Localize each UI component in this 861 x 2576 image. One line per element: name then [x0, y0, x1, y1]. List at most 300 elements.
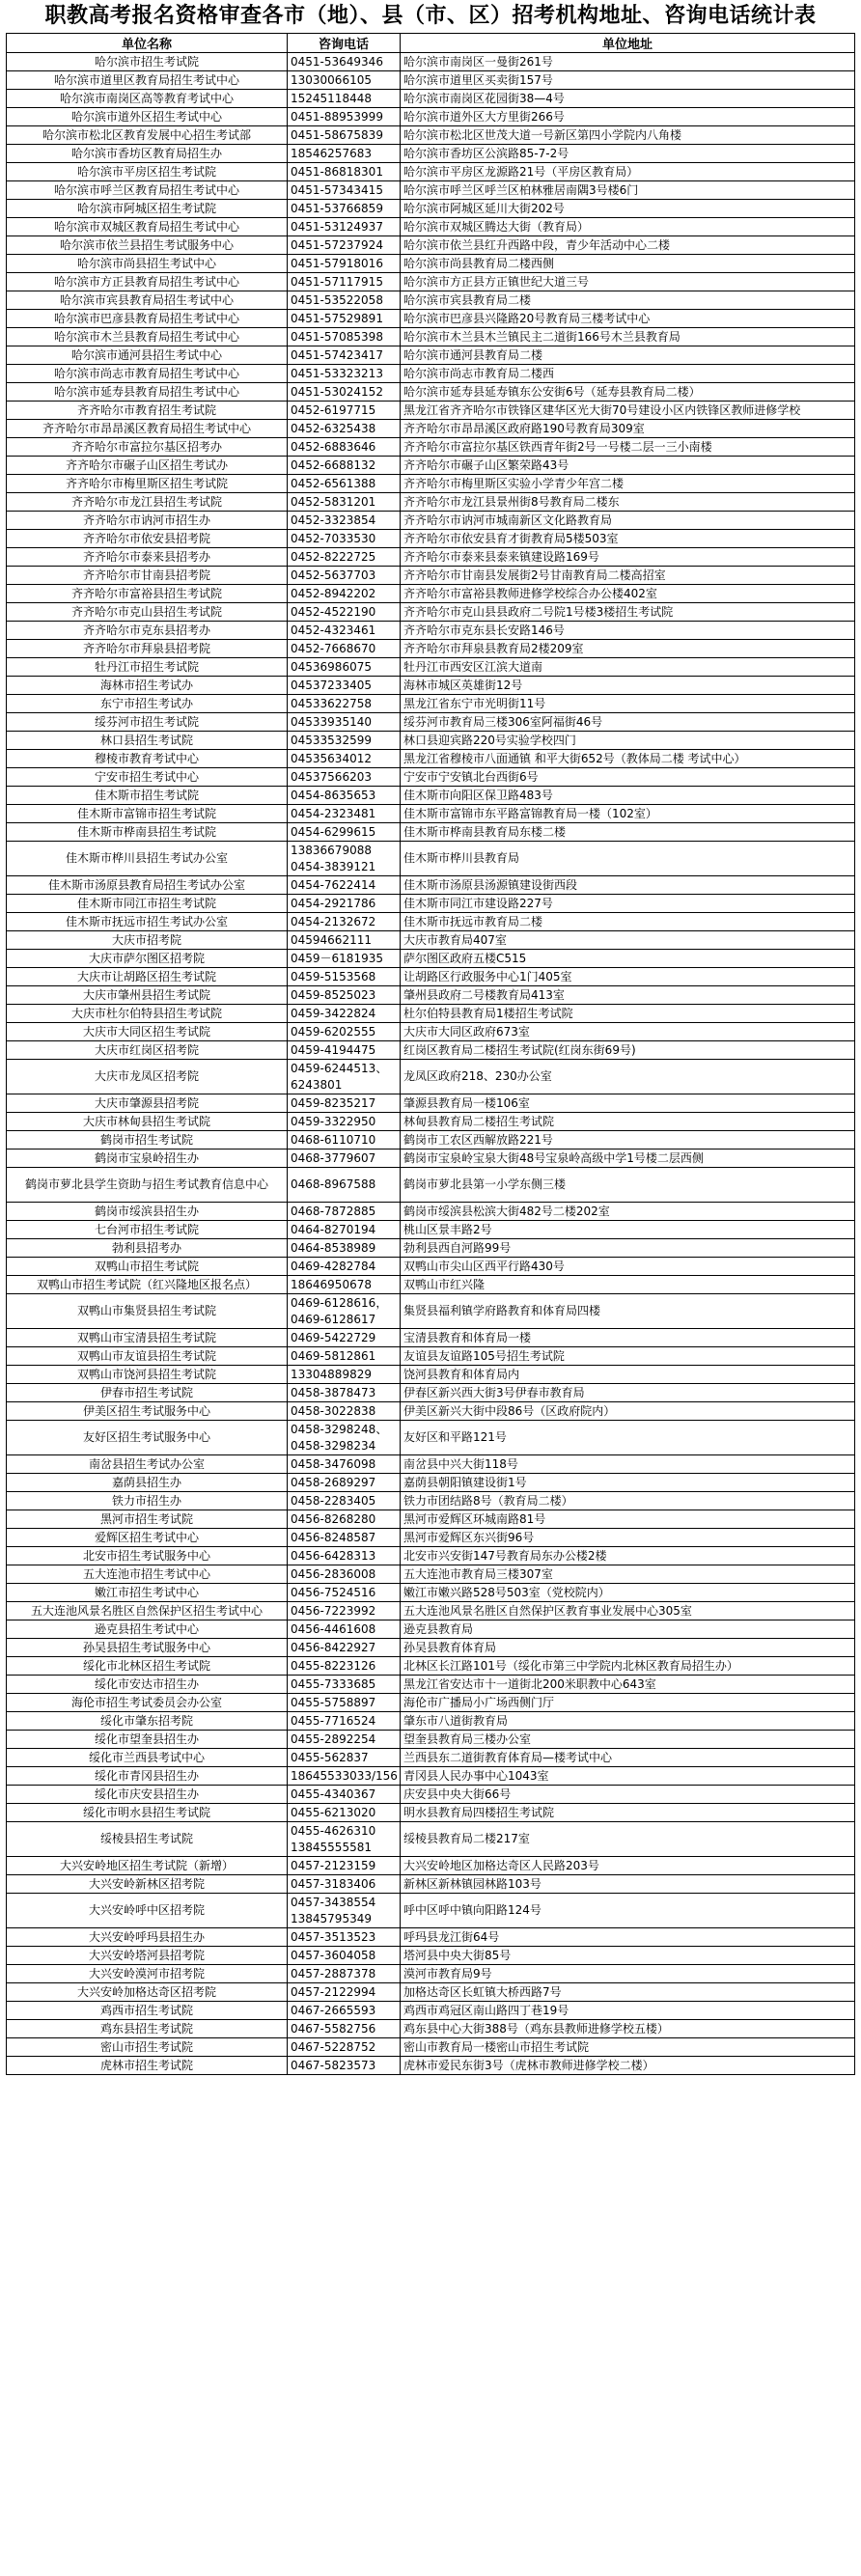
phone-cell [288, 1329, 401, 1347]
phone-cell [288, 1294, 401, 1329]
phone-number: 0457-3513523 [291, 1929, 376, 1944]
phone-number: 0459-5153568 [291, 969, 376, 983]
phone-number: 0467-2665593 [291, 2003, 376, 2017]
unit-name-cell: 大庆市红岗区招考院 [7, 1041, 288, 1060]
table-row [7, 695, 855, 713]
phone-number: 0469-5812861 [291, 1348, 376, 1363]
phone-number: 18646950678 [291, 1277, 372, 1291]
address-cell: 齐齐哈尔市碾子山区繁荣路43号 [401, 457, 855, 475]
phone-cell [288, 1529, 401, 1547]
address-cell: 哈尔滨市道里区买卖街157号 [401, 71, 855, 90]
unit-name-cell: 大兴安岭漠河市招考院 [7, 1965, 288, 1983]
unit-name-cell: 伊春市招生考试院 [7, 1384, 288, 1402]
unit-name-cell: 齐齐哈尔市拜泉县招考院 [7, 640, 288, 658]
phone-cell [288, 126, 401, 145]
phone-number: 0459-6202555 [291, 1024, 376, 1039]
phone-cell [288, 2038, 401, 2057]
phone-number: 0456-8422927 [291, 1640, 376, 1654]
unit-name-cell: 哈尔滨市巴彦县教育局招生考试中心 [7, 310, 288, 328]
table-row [7, 1731, 855, 1749]
table-row [7, 640, 855, 658]
phone-number: 0468-7872885 [291, 1204, 376, 1218]
phone-cell [288, 200, 401, 218]
phone-cell [288, 365, 401, 383]
unit-name-cell: 哈尔滨市双城区教育局招生考试中心 [7, 218, 288, 236]
phone-number-secondary: 0469-6128617 [291, 1312, 376, 1326]
unit-name-cell: 大兴安岭新林区招考院 [7, 1875, 288, 1894]
phone-cell [288, 1565, 401, 1584]
phone-number: 0452-6197715 [291, 402, 376, 417]
phone-number: 0454-6299615 [291, 824, 376, 839]
phone-number-secondary: 0458-3298234 [291, 1438, 376, 1453]
phone-cell [288, 53, 401, 71]
phone-number: 0451-57529891 [291, 311, 383, 325]
phone-cell [288, 438, 401, 457]
phone-number: 0451-57237924 [291, 237, 383, 252]
phone-number: 0455-2892254 [291, 1731, 376, 1746]
table-row [7, 1894, 855, 1928]
phone-number: 0454-7622414 [291, 877, 376, 892]
table-row [7, 218, 855, 236]
phone-cell [288, 1857, 401, 1875]
table-row [7, 713, 855, 732]
address-cell: 加格达奇区长虹镇大桥西路7号 [401, 1983, 855, 2002]
address-cell: 友好区和平路121号 [401, 1421, 855, 1455]
phone-number: 0452-6688132 [291, 457, 376, 472]
phone-number: 0451-57918016 [291, 256, 383, 270]
phone-number: 0458-2283405 [291, 1493, 376, 1508]
phone-cell [288, 1276, 401, 1294]
table-row [7, 163, 855, 181]
phone-number: 0468-3779607 [291, 1150, 376, 1165]
unit-name-cell: 哈尔滨市招生考试院 [7, 53, 288, 71]
unit-name-cell: 哈尔滨市南岗区高等教育考试中心 [7, 90, 288, 108]
phone-cell [288, 640, 401, 658]
phone-cell [288, 805, 401, 823]
phone-cell [288, 236, 401, 255]
unit-name-cell: 大庆市肇州县招生考试院 [7, 986, 288, 1005]
address-cell: 齐齐哈尔市富裕县教师进修学校综合办公楼402室 [401, 585, 855, 603]
address-cell: 佳木斯市桦川县教育局 [401, 842, 855, 876]
unit-name-cell: 密山市招生考试院 [7, 2038, 288, 2057]
address-cell: 哈尔滨市道外区大方里街266号 [401, 108, 855, 126]
address-cell: 齐齐哈尔市克东县长安路146号 [401, 622, 855, 640]
phone-number: 0455-4626310 [291, 1823, 376, 1838]
unit-name-cell: 哈尔滨市道里区教育局招生考试中心 [7, 71, 288, 90]
unit-name-cell: 鸡西市招生考试院 [7, 2002, 288, 2020]
phone-number: 0464-8270194 [291, 1222, 376, 1236]
table-row [7, 1510, 855, 1529]
phone-number: 0452-6325438 [291, 421, 376, 435]
address-cell: 绥棱县教育局二楼217室 [401, 1822, 855, 1857]
phone-cell [288, 658, 401, 677]
table-row [7, 658, 855, 677]
unit-name-cell: 双鸭山市友谊县招生考试院 [7, 1347, 288, 1366]
page-title: 职教高考报名资格审查各市（地）、县（市、区）招考机构地址、咨询电话统计表 [44, 4, 817, 28]
phone-number: 0458-2689297 [291, 1475, 376, 1489]
phone-number: 0456-8268280 [291, 1511, 376, 1526]
address-cell: 齐齐哈尔市龙江县景州街8号教育局二楼东 [401, 493, 855, 512]
unit-name-cell: 大庆市肇源县招考院 [7, 1094, 288, 1113]
unit-name-cell: 齐齐哈尔市教育招生考试院 [7, 402, 288, 420]
table-row [7, 1276, 855, 1294]
phone-number: 0456-7524516 [291, 1585, 376, 1599]
unit-name-cell: 绥化市明水县招生考试院 [7, 1804, 288, 1822]
address-cell: 杜尔伯特县教育局1楼招生考试院 [401, 1005, 855, 1023]
phone-cell [288, 383, 401, 402]
address-cell: 漠河市教育局9号 [401, 1965, 855, 1983]
table-row [7, 365, 855, 383]
phone-number: 0452-5831201 [291, 494, 376, 509]
phone-number: 0452-8222725 [291, 549, 376, 564]
phone-number: 0454-8635653 [291, 788, 376, 802]
phone-cell [288, 1150, 401, 1168]
phone-number: 0457-2887378 [291, 1966, 376, 1980]
table-row [7, 402, 855, 420]
table-row [7, 1384, 855, 1402]
phone-number-secondary: 0454-3839121 [291, 859, 376, 873]
phone-number-secondary: 13845555581 [291, 1840, 372, 1854]
phone-number: 04536986075 [291, 659, 372, 674]
address-cell: 齐齐哈尔市甘南县发展街2号甘南教育局二楼高招室 [401, 567, 855, 585]
phone-cell [288, 181, 401, 200]
address-cell: 桃山区景丰路2号 [401, 1221, 855, 1239]
table-row [7, 913, 855, 931]
phone-cell [288, 750, 401, 768]
phone-cell [288, 1131, 401, 1150]
address-cell: 勃利县西自河路99号 [401, 1239, 855, 1258]
address-cell: 牡丹江市西安区江滨大道南 [401, 658, 855, 677]
unit-name-cell: 绥棱县招生考试院 [7, 1822, 288, 1857]
phone-number: 0457-2123159 [291, 1858, 376, 1872]
phone-number: 0467-5582756 [291, 2021, 376, 2036]
unit-name-cell: 鹤岗市萝北县学生资助与招生考试教育信息中心 [7, 1168, 288, 1203]
table-row [7, 1639, 855, 1657]
unit-name-cell: 牡丹江市招生考试院 [7, 658, 288, 677]
header-address: 单位地址 [401, 34, 855, 53]
phone-cell [288, 1221, 401, 1239]
address-cell: 双鸭山市尖山区西平行路430号 [401, 1258, 855, 1276]
address-cell: 哈尔滨市松北区世茂大道一号新区第四小学院内八角楼 [401, 126, 855, 145]
phone-cell [288, 913, 401, 931]
unit-name-cell: 齐齐哈尔市龙江县招生考试院 [7, 493, 288, 512]
phone-cell [288, 968, 401, 986]
table-row [7, 273, 855, 291]
phone-number: 0455-562837 [291, 1750, 369, 1764]
unit-name-cell: 哈尔滨市木兰县教育局招生考试中心 [7, 328, 288, 346]
unit-name-cell: 佳木斯市汤原县教育局招生考试办公室 [7, 876, 288, 895]
phone-number: 0452-6883646 [291, 439, 376, 454]
unit-name-cell: 大兴安岭塔河县招考院 [7, 1947, 288, 1965]
phone-cell [288, 2020, 401, 2038]
address-cell: 铁力市团结路8号（教育局二楼） [401, 1492, 855, 1510]
phone-cell [288, 1694, 401, 1712]
table-row [7, 420, 855, 438]
unit-name-cell: 绥化市兰西县考试中心 [7, 1749, 288, 1767]
address-cell: 大兴安岭地区加格达奇区人民路203号 [401, 1857, 855, 1875]
phone-cell [288, 1639, 401, 1657]
table-row [7, 200, 855, 218]
address-cell: 大庆市大同区政府673室 [401, 1023, 855, 1041]
phone-cell [288, 823, 401, 842]
table-row [7, 842, 855, 876]
table-row [7, 805, 855, 823]
unit-name-cell: 五大连池风景名胜区自然保护区招生考试中心 [7, 1602, 288, 1620]
unit-name-cell: 北安市招生考试服务中心 [7, 1547, 288, 1565]
unit-name-cell: 嫩江市招生考试中心 [7, 1584, 288, 1602]
phone-cell [288, 1749, 401, 1767]
phone-cell [288, 895, 401, 913]
address-cell: 哈尔滨市尚县教育局二楼西侧 [401, 255, 855, 273]
table-row [7, 1983, 855, 2002]
unit-name-cell: 哈尔滨市延寿县教育局招生考试中心 [7, 383, 288, 402]
phone-cell [288, 1492, 401, 1510]
unit-name-cell: 大庆市龙凤区招考院 [7, 1060, 288, 1094]
table-row [7, 475, 855, 493]
table-row [7, 950, 855, 968]
phone-number: 04533532599 [291, 733, 372, 747]
table-row [7, 603, 855, 622]
address-cell: 密山市教育局一楼密山市招生考试院 [401, 2038, 855, 2057]
phone-number: 0459-6244513、 [291, 1061, 388, 1075]
phone-number: 0467-5228752 [291, 2039, 376, 2054]
phone-number: 0464-8538989 [291, 1240, 376, 1255]
unit-name-cell: 哈尔滨市宾县教育局招生考试中心 [7, 291, 288, 310]
table-row [7, 1041, 855, 1060]
address-cell: 黑河市爱辉区东兴街96号 [401, 1529, 855, 1547]
phone-number: 0452-7033530 [291, 531, 376, 545]
table-row [7, 1329, 855, 1347]
table-row [7, 2002, 855, 2020]
unit-name-cell: 南岔县招生考试办公室 [7, 1455, 288, 1474]
phone-cell [288, 1474, 401, 1492]
phone-cell [288, 713, 401, 732]
unit-name-cell: 大庆市萨尔图区招考院 [7, 950, 288, 968]
table-row [7, 1965, 855, 1983]
table-row [7, 1712, 855, 1731]
unit-name-cell: 大庆市招考院 [7, 931, 288, 950]
phone-cell [288, 163, 401, 181]
phone-cell [288, 108, 401, 126]
table-row [7, 732, 855, 750]
phone-cell [288, 1347, 401, 1366]
phone-number: 04594662111 [291, 932, 372, 947]
phone-number: 0456-6428313 [291, 1548, 376, 1563]
phone-number: 0458-3878473 [291, 1385, 376, 1399]
address-cell: 黑河市爱辉区环城南路81号 [401, 1510, 855, 1529]
address-cell: 哈尔滨市平房区龙源路21号（平房区教育局） [401, 163, 855, 181]
table-row [7, 1602, 855, 1620]
phone-cell [288, 1822, 401, 1857]
table-row [7, 1366, 855, 1384]
phone-cell [288, 876, 401, 895]
phone-number: 0452-8942202 [291, 586, 376, 600]
unit-name-cell: 齐齐哈尔市富拉尔基区招考办 [7, 438, 288, 457]
phone-cell [288, 1203, 401, 1221]
table-row [7, 438, 855, 457]
table-row [7, 986, 855, 1005]
phone-cell [288, 475, 401, 493]
address-cell: 集贤县福利镇学府路教育和体育局四楼 [401, 1294, 855, 1329]
address-cell: 兰西县东二道街教育体育局—楼考试中心 [401, 1749, 855, 1767]
phone-number: 04533935140 [291, 714, 372, 729]
address-cell: 齐齐哈尔市泰来县泰来镇建设路169号 [401, 548, 855, 567]
unit-name-cell: 齐齐哈尔市克东县招考办 [7, 622, 288, 640]
phone-cell [288, 1168, 401, 1203]
phone-cell [288, 1875, 401, 1894]
phone-cell [288, 548, 401, 567]
address-cell: 黑龙江省东宁市光明街11号 [401, 695, 855, 713]
address-cell: 嫩江市嫩兴路528号503室（党校院内） [401, 1584, 855, 1602]
unit-name-cell: 林口县招生考试院 [7, 732, 288, 750]
address-cell: 黑龙江省安达市十一道街北200米职教中心643室 [401, 1676, 855, 1694]
table-row [7, 2057, 855, 2075]
table-row [7, 457, 855, 475]
address-cell: 佳木斯市抚远市教育局二楼 [401, 913, 855, 931]
phone-number: 0457-3438554 [291, 1895, 376, 1909]
table-header [7, 34, 855, 53]
table-row [7, 493, 855, 512]
address-cell: 肇州县政府二号楼教育局413室 [401, 986, 855, 1005]
phone-number: 0456-4461608 [291, 1621, 376, 1636]
address-cell: 哈尔滨市南岗区一曼街261号 [401, 53, 855, 71]
table-row [7, 181, 855, 200]
table-row [7, 1294, 855, 1329]
phone-number: 0469-5422729 [291, 1330, 376, 1344]
unit-name-cell: 穆棱市教育考试中心 [7, 750, 288, 768]
phone-number: 0451-53649346 [291, 54, 383, 69]
address-cell: 嘉荫县朝阳镇建设街1号 [401, 1474, 855, 1492]
phone-number: 0451-53522058 [291, 292, 383, 307]
phone-cell [288, 695, 401, 713]
address-cell: 伊美区新兴大街中段86号（区政府院内） [401, 1402, 855, 1421]
unit-name-cell: 大兴安岭呼玛县招生办 [7, 1928, 288, 1947]
phone-number: 0451-53024152 [291, 384, 383, 399]
address-cell: 伊春区新兴西大街3号伊春市教育局 [401, 1384, 855, 1402]
table-row [7, 1347, 855, 1366]
phone-number: 0458-3022838 [291, 1403, 376, 1418]
address-cell: 齐齐哈尔市依安县育才街教育局5楼503室 [401, 530, 855, 548]
table-row [7, 968, 855, 986]
address-cell: 齐齐哈尔市梅里斯区实验小学青少年宫二楼 [401, 475, 855, 493]
unit-name-cell: 双鸭山市招生考试院（红兴隆地区报名点） [7, 1276, 288, 1294]
phone-cell [288, 493, 401, 512]
table-row [7, 876, 855, 895]
table-row [7, 1857, 855, 1875]
unit-name-cell: 齐齐哈尔市泰来县招考办 [7, 548, 288, 567]
phone-cell [288, 768, 401, 787]
address-cell: 望奎县教育局三楼办公室 [401, 1731, 855, 1749]
unit-name-cell: 大庆市让胡路区招生考试院 [7, 968, 288, 986]
address-cell: 黑龙江省齐齐哈尔市铁锋区建华区光大街70号建设小区内铁锋区教师进修学校 [401, 402, 855, 420]
unit-name-cell: 佳木斯市招生考试院 [7, 787, 288, 805]
address-cell: 佳木斯市汤原县汤源镇建设街西段 [401, 876, 855, 895]
phone-cell [288, 950, 401, 968]
unit-name-cell: 哈尔滨市尚县招生考试中心 [7, 255, 288, 273]
table-row [7, 1565, 855, 1584]
unit-name-cell: 绥化市青冈县招生办 [7, 1767, 288, 1786]
phone-cell [288, 1005, 401, 1023]
table-row [7, 1094, 855, 1113]
phone-cell [288, 2002, 401, 2020]
phone-cell [288, 622, 401, 640]
table-row [7, 1455, 855, 1474]
address-cell: 鹤岗市绥滨县松滨大街482号二楼202室 [401, 1203, 855, 1221]
unit-name-cell: 逊克县招生考试中心 [7, 1620, 288, 1639]
phone-cell [288, 1620, 401, 1639]
phone-number: 0455-4340367 [291, 1787, 376, 1801]
unit-name-cell: 嘉荫县招生办 [7, 1474, 288, 1492]
phone-cell [288, 1060, 401, 1094]
phone-number: 04535634012 [291, 751, 372, 765]
phone-cell [288, 1366, 401, 1384]
phone-cell [288, 842, 401, 876]
phone-number: 0451-58675839 [291, 127, 383, 142]
address-cell: 庆安县中央大街66号 [401, 1786, 855, 1804]
phone-cell [288, 1894, 401, 1928]
phone-cell [288, 457, 401, 475]
address-cell: 佳木斯市桦南县教育局东楼二楼 [401, 823, 855, 842]
phone-number: 0455-7716524 [291, 1713, 376, 1728]
phone-cell [288, 1421, 401, 1455]
table-row [7, 1875, 855, 1894]
phone-cell [288, 1983, 401, 2002]
unit-name-cell: 齐齐哈尔市甘南县招考院 [7, 567, 288, 585]
unit-name-cell: 哈尔滨市通河县招生考试中心 [7, 346, 288, 365]
unit-name-cell: 大兴安岭地区招生考试院（新增） [7, 1857, 288, 1875]
table-row [7, 1676, 855, 1694]
unit-name-cell: 爱辉区招生考试中心 [7, 1529, 288, 1547]
phone-number: 04533622758 [291, 696, 372, 710]
phone-cell [288, 255, 401, 273]
phone-number: 0467-5823573 [291, 2058, 376, 2072]
table-row [7, 1402, 855, 1421]
unit-name-cell: 大庆市林甸县招生考试院 [7, 1113, 288, 1131]
table-row [7, 90, 855, 108]
unit-name-cell: 绥化市望奎县招生办 [7, 1731, 288, 1749]
table-row [7, 1804, 855, 1822]
table-row [7, 1620, 855, 1639]
address-cell: 大庆市教育局407室 [401, 931, 855, 950]
unit-name-cell: 海林市招生考试办 [7, 677, 288, 695]
phone-cell [288, 420, 401, 438]
phone-number-secondary: 6243801 [291, 1077, 343, 1092]
address-cell: 孙吴县教育体育局 [401, 1639, 855, 1657]
table-row [7, 750, 855, 768]
header-name: 单位名称 [7, 34, 288, 53]
address-cell: 北安市兴安街147号教育局东办公楼2楼 [401, 1547, 855, 1565]
unit-name-cell: 佳木斯市抚远市招生考试办公室 [7, 913, 288, 931]
phone-number: 0459-3422824 [291, 1006, 376, 1020]
phone-number: 0459-4194475 [291, 1042, 376, 1057]
phone-cell [288, 1804, 401, 1822]
phone-cell [288, 1657, 401, 1676]
phone-cell [288, 585, 401, 603]
unit-name-cell: 双鸭山市集贤县招生考试院 [7, 1294, 288, 1329]
unit-name-cell: 大庆市杜尔伯特县招生考试院 [7, 1005, 288, 1023]
phone-number: 0451-86818301 [291, 164, 383, 179]
address-cell: 鹤岗市工农区西解放路221号 [401, 1131, 855, 1150]
phone-number: 0451-57423417 [291, 347, 383, 362]
phone-cell [288, 677, 401, 695]
phone-number: 0451-57343415 [291, 182, 383, 197]
phone-number: 0458-3476098 [291, 1456, 376, 1471]
phone-number: 0459－6181935 [291, 951, 383, 965]
phone-cell [288, 1965, 401, 1983]
phone-number: 0457-3604058 [291, 1948, 376, 1962]
phone-number-secondary: 13845795349 [291, 1911, 372, 1925]
phone-number: 0469-6128616， [291, 1295, 388, 1310]
